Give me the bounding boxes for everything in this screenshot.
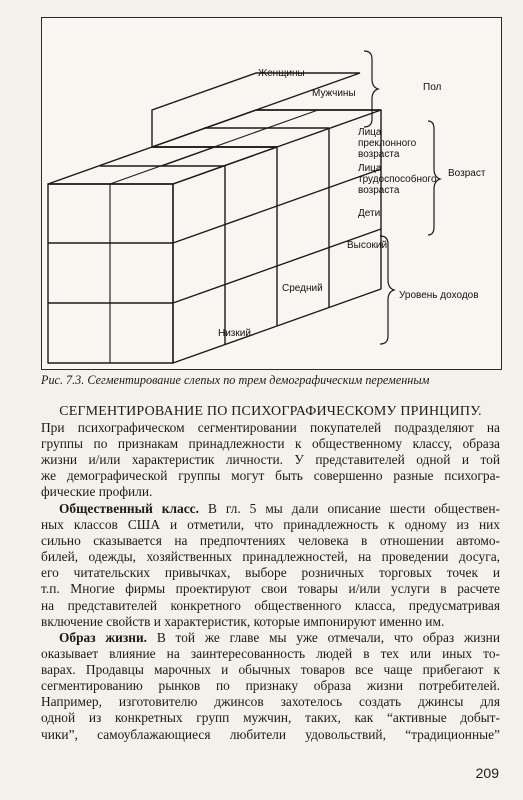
label-income-high: Высокий — [347, 240, 388, 251]
paragraph-line: т.п. Многие фирмы проектируют свои товары и/или услуги в расчете — [41, 581, 500, 597]
section-lifestyle — [41, 630, 500, 743]
section-psychographic — [41, 404, 500, 501]
paragraph-line: Например, изготовителю джинсов захотелось создать джинсы для — [41, 694, 500, 710]
label-income-medium: Средний — [282, 283, 323, 294]
paragraph-line: оказывает влияние на заинтересованность людей в тех или иных то- — [41, 646, 500, 662]
paragraph-line: группы по признакам принадлежности к общественному классу, образа — [41, 436, 500, 452]
label-income: Уровень доходов — [399, 290, 479, 301]
paragraph-line: же демографической группы могут быть совершенно разные психогра- — [41, 468, 500, 484]
paragraph-line: сильно сказывается на предпочтениях человека в отношении автомо- — [41, 533, 500, 549]
paragraph-line: При психографическом сегментировании покупателей подразделяют на — [41, 420, 500, 436]
term-lifestyle: Образ жизни. — [59, 630, 148, 645]
figure-caption — [41, 373, 511, 388]
label-men: Мужчины — [312, 88, 356, 99]
label-elderly-3: возраста — [358, 149, 400, 160]
figure-caption-number: Рис. 7.3. — [41, 373, 85, 387]
paragraph-first-line: Образ жизни. В той же главе мы уже отмечали, что образ жизни — [59, 630, 500, 645]
page-number: 209 — [475, 765, 499, 781]
label-working-age-2: трудоспособного — [358, 174, 437, 185]
label-gender: Пол — [423, 82, 442, 93]
paragraph-line: его читательских привычках, выборе розничных торговых точек и — [41, 565, 500, 581]
segmentation-cube-diagram — [42, 18, 501, 369]
section-social-class — [41, 501, 500, 630]
paragraph-line: варах. Продавцы марочных и обычных товаров все чаще прибегают к — [41, 662, 500, 678]
label-elderly-2: преклонного — [358, 138, 417, 149]
label-children: Дети — [358, 208, 381, 219]
figure-frame — [41, 17, 502, 370]
section-heading: СЕГМЕНТИРОВАНИЕ ПО ПСИХОГРАФИЧЕСКОМУ ПРИНЦИПУ. — [59, 404, 482, 419]
paragraph-line: на представителей конкретного общественного класса, предусматривая — [41, 597, 500, 613]
label-age: Возраст — [448, 168, 486, 179]
label-working-age-3: возраста — [358, 185, 400, 196]
paragraph-line: сегментированию рынков по признаку образа жизни потребителей. — [41, 678, 500, 694]
paragraph-line: чики”, самоублажающиеся любители удовольствий, “традиционные” — [41, 726, 500, 742]
paragraph-line: включение свойств и характеристик, которые импонируют именно им. — [41, 613, 445, 629]
paragraph-line: фические профили. — [41, 484, 153, 500]
label-income-low: Низкий — [218, 328, 251, 339]
label-women: Женщины — [258, 68, 305, 79]
paragraph-line: билей, одежды, хозяйственных принадлежностей, на проведении досуга, — [41, 549, 500, 565]
paragraph-first-line: Общественный класс. В гл. 5 мы дали описание шести обществен- — [59, 501, 500, 516]
paragraph-line: ных классов США и отметили, что принадлежность к одному из них — [41, 517, 500, 533]
label-elderly-1: Лица — [358, 127, 382, 138]
paragraph-line: жизни и/или характеристик личности. У представителей одной и той — [41, 452, 500, 468]
cube-edges — [48, 60, 381, 363]
term-social-class: Общественный класс. — [59, 501, 199, 516]
figure-caption-text: Сегментирование слепых по трем демографическим переменным — [87, 373, 430, 387]
paragraph-line: одной из конкретных групп мужчин, таких, как “активные добыт- — [41, 710, 500, 726]
label-working-age-1: Лица — [358, 163, 382, 174]
